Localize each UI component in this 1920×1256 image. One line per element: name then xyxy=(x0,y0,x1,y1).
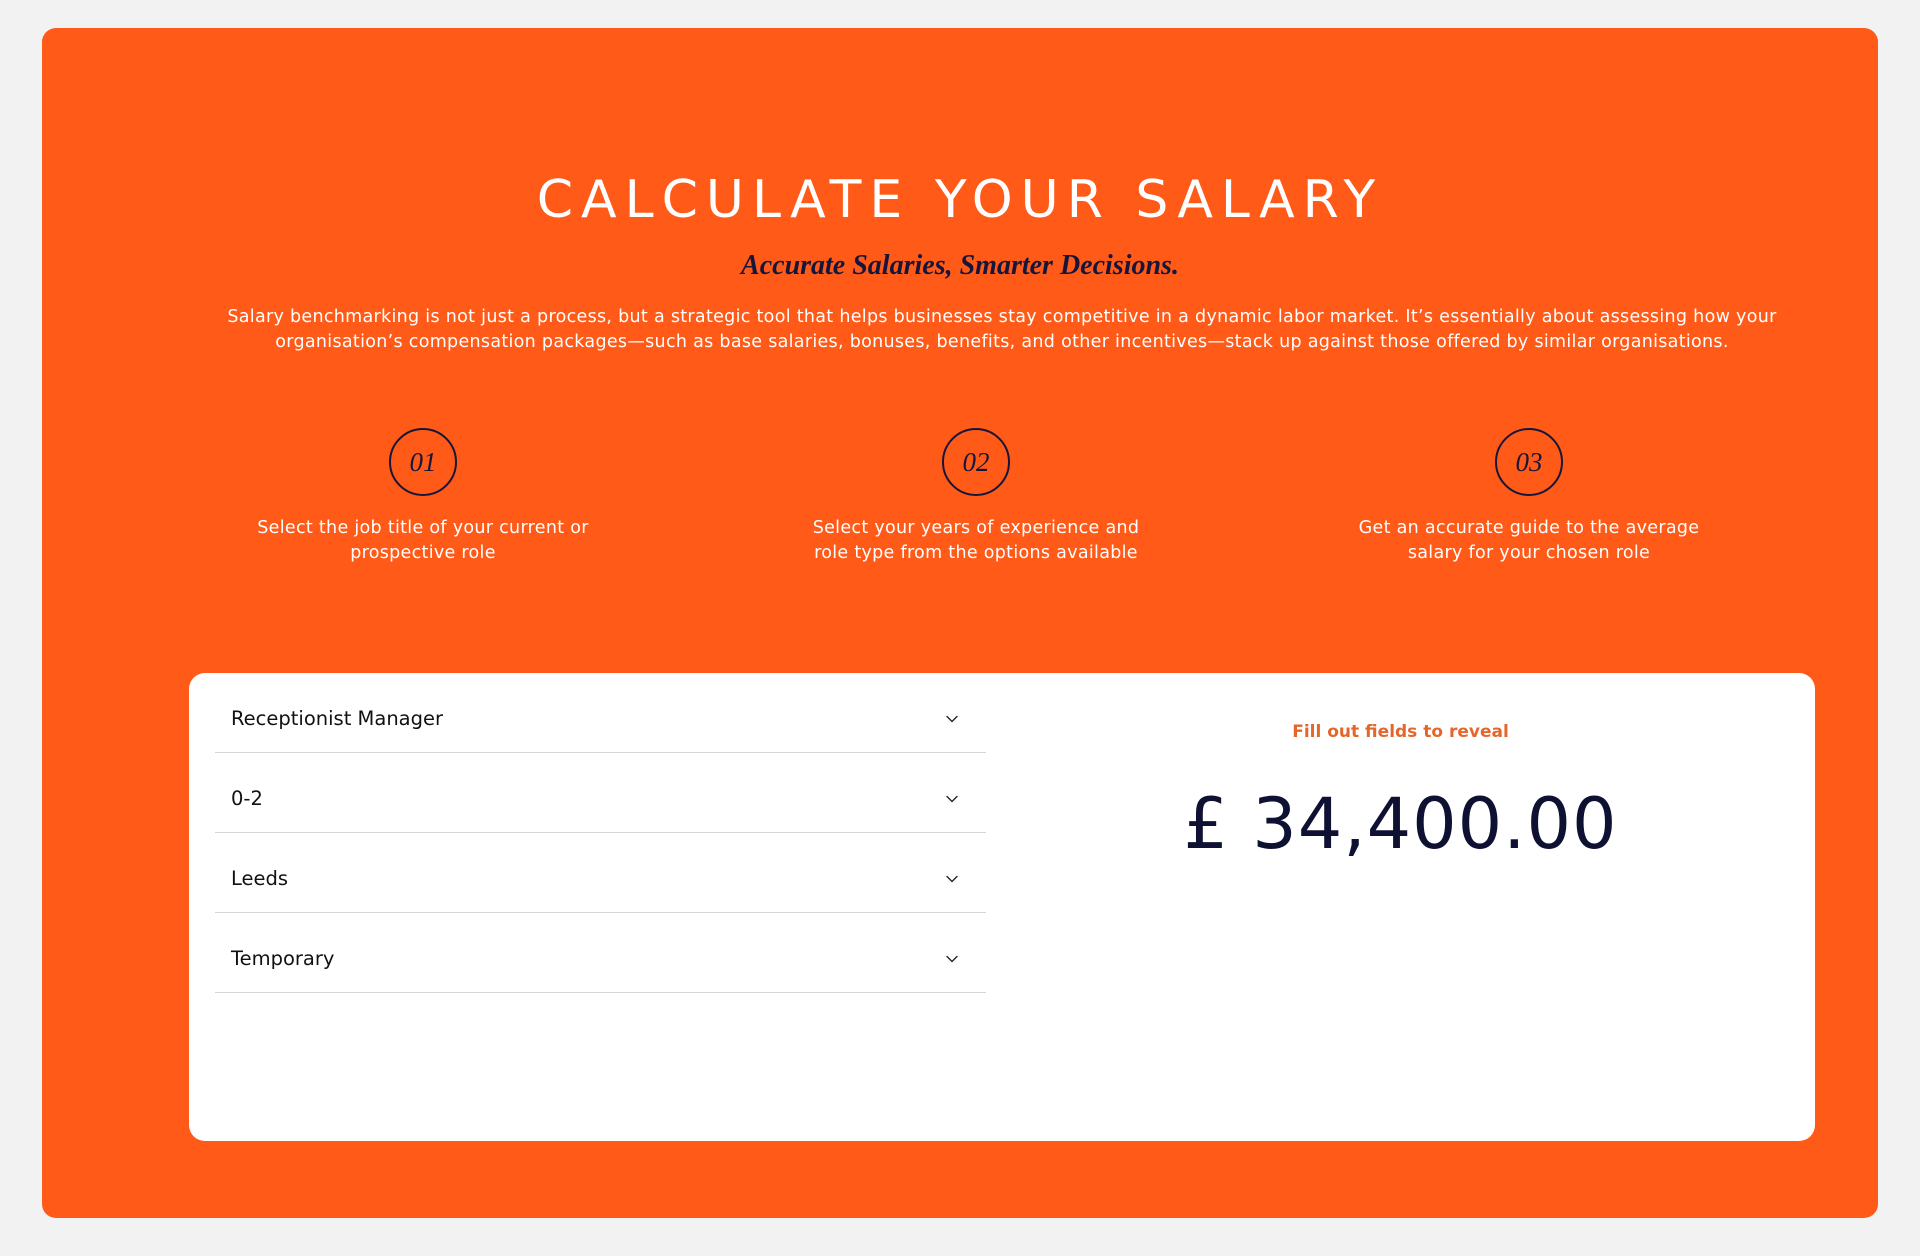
experience-value: 0-2 xyxy=(231,787,263,810)
chevron-down-icon xyxy=(944,711,960,727)
location-select[interactable] xyxy=(215,833,986,913)
step-2 xyxy=(741,428,1211,566)
salary-calculator-section xyxy=(42,28,1878,1218)
page-title: CALCULATE YOUR SALARY xyxy=(536,170,1384,230)
result-label: Fill out fields to reveal xyxy=(1292,722,1509,742)
role-type-select[interactable] xyxy=(215,913,986,993)
calculator-card xyxy=(189,673,1815,1141)
job-title-select[interactable] xyxy=(215,673,986,753)
step-description: Select the job title of your current or prospective role xyxy=(257,518,589,563)
step-number-badge: 02 xyxy=(942,428,1010,496)
chevron-down-icon xyxy=(944,791,960,807)
job-title-value: Receptionist Manager xyxy=(231,707,444,730)
experience-select[interactable] xyxy=(215,753,986,833)
step-description: Get an accurate guide to the average salary for your chosen role xyxy=(1358,518,1700,563)
location-value: Leeds xyxy=(231,867,289,890)
step-number-badge: 03 xyxy=(1495,428,1563,496)
role-type-value: Temporary xyxy=(231,947,335,970)
chevron-down-icon xyxy=(944,871,960,887)
salary-result: £ 34,400.00 xyxy=(1183,783,1618,865)
step-3 xyxy=(1294,428,1764,566)
step-description: Select your years of experience and role type from the options available xyxy=(812,518,1140,563)
page-subtitle: Accurate Salaries, Smarter Decisions. xyxy=(741,250,1179,281)
chevron-down-icon xyxy=(944,951,960,967)
step-number-badge: 01 xyxy=(389,428,457,496)
step-1 xyxy=(188,428,658,566)
intro-paragraph: Salary benchmarking is not just a process, but a strategic tool that helps businesses stay competitive in a dynamic labor market. It’s essentially about assessing how your organisation’s compensation packages—such as base salaries, bonuses, benefits, and other incentives—stack up against those offered by similar organisations. xyxy=(227,307,1777,352)
